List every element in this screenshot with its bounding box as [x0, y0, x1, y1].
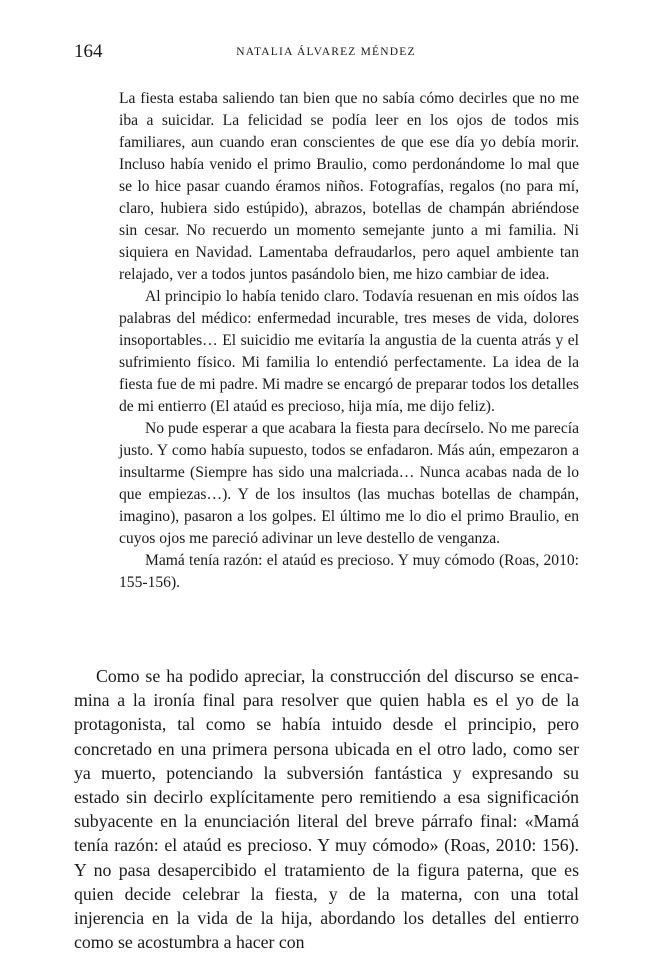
- quote-paragraph: Mamá tenía razón: el ataúd es precioso. Y muy cómodo (Roas, 2010: 155-156).: [119, 552, 579, 591]
- header-author: NATALIA ÁLVAREZ MÉNDEZ: [236, 46, 416, 58]
- block-quote: [119, 88, 579, 594]
- page-number: 164: [74, 41, 103, 62]
- quote-paragraph: No pude esperar a que acabara la fiesta para decírselo. No me parecía justo. Y como había supuesto, todos se enfadaron. Más aún, empezaron a insultarme (Siempre has sido una malcriada… Nunca acabas nada de lo que empiezas…). Y de los insultos (las muchas botellas de champán, imagino), pasaron a los golpes. El último me lo dio el primo Braulio, en cuyos ojos me pareció adivinar un leve destello de venganza.: [119, 420, 579, 547]
- quote-paragraph: Al principio lo había tenido claro. Todavía resuenan en mis oídos las palabras del médico: enfermedad incurable, tres meses de vida, dolores insoportables… El suicidio me evitaría la angustia de la cuenta atrás y el sufrimiento físico. Mi familia lo entendió perfectamente. La idea de la fiesta fue de mi padre. Mi madre se encargó de preparar todos los detalles de mi entierro (El ataúd es precioso, hija mía, me dijo feliz).: [119, 288, 579, 415]
- running-header: [74, 40, 578, 64]
- body-text: [74, 664, 579, 954]
- body-paragraph: Como se ha podido apreciar, la construcción del discurso se encamina a la ironía final para resolver que quien habla es el yo de la protagonista, tal como se había intuido desde el principio, pero concretado en una primera persona ubicada en el otro lado, como ser ya muerto, potenciando la subversión fantástica y expresando su estado sin decirlo explícitamente pero remitiendo a esa significación subyacente en la enunciación literal del breve párrafo final: «Mamá tenía razón: el ataúd es precioso. Y muy cómodo» (Roas, 2010: 156). Y no pasa desapercibido el tratamiento de la figura paterna, que es quien decide celebrar la fiesta, y de la materna, con una total injerencia en la vida de la hija, abordando los detalles del entierro como se acostumbra a hacer con: [74, 666, 579, 953]
- quote-paragraph: La fiesta estaba saliendo tan bien que no sabía cómo decirles que no me iba a suicidar. La felicidad se podía leer en los ojos de todos mis familiares, aun cuando eran conscientes de que ese día yo debía morir. Incluso había venido el primo Braulio, como perdonándome lo mal que se lo hice pasar cuando éramos niños. Fotografías, regalos (no para mí, claro, hubiera sido estúpido), abrazos, botellas de champán abriéndose sin cesar. No recuerdo un momento semejante junto a mi familia. Ni siquiera en Navidad. Lamentaba defraudarlos, pero aquel ambiente tan relajado, ver a todos juntos pasándolo bien, me hizo cambiar de idea.: [119, 90, 579, 283]
